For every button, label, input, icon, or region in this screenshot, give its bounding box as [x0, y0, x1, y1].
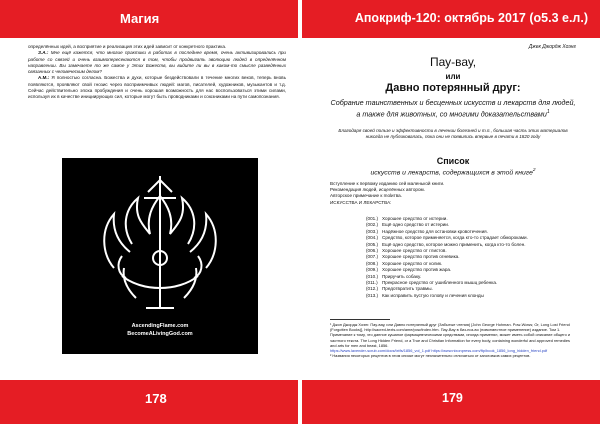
list-heading: Список: [436, 156, 470, 166]
list-item: (009.) Хорошее средство против жара.: [366, 267, 452, 273]
list-item: Вступление к первому изданию сей маленькой книги.: [330, 181, 445, 186]
list-item: (004.) Средство, которое применяется, когда кто-то страдает обмороками.: [366, 235, 528, 241]
speaker-label: З.А.:: [38, 50, 49, 56]
article-author: Джек Джордж Хоэнг: [528, 44, 576, 50]
section-title: Магия: [120, 11, 160, 26]
list-item: (001.) Хорошее средство от истерии.: [366, 216, 448, 221]
left-page-body: [28, 44, 286, 101]
list-item: (003.) Надёжное средство для остановки кровотечения.: [366, 228, 488, 234]
article-description: Собрание таинственных и бесценных искусств и лекарств для людей, а также для животных, со многими доказательствами$^1$: [330, 98, 576, 119]
list-item: (007.) Хорошее средство против огневика.: [366, 254, 460, 260]
artwork-caption: AscendingFlame.com: [131, 323, 189, 329]
paragraph: определённых идей, а восприятие и реализация этих идей зависит от конкретного практика.: [28, 44, 227, 49]
list-item: (010.) Приручить собаку.: [366, 273, 422, 279]
list-item: Авторское примечание к molитва.: [330, 193, 402, 199]
right-page-header: [302, 0, 600, 38]
footnote: ² Названия некоторых рецептов в этом списке могут незначительно отличаться от заголовков самих рецептов.: [330, 353, 531, 359]
list-item: (011.) Прекрасное средство от ушибленного мышц ребенка.: [366, 280, 498, 286]
list-item: Рекомендация людей, исцелённых автором.: [330, 187, 425, 193]
list-item: (002.) Ещё одно средство от истерии.: [366, 222, 450, 228]
list-item: ИСКУССТВА И ЛЕКАРСТВА:: [330, 199, 392, 205]
list-item: (006.) Хорошее средство от глистов.: [366, 248, 447, 254]
artwork-caption: BecomeALivingGod.com: [127, 331, 193, 337]
page-number: 178: [145, 391, 167, 406]
left-page-header: [0, 0, 298, 38]
front-matter-list: [330, 181, 576, 206]
flame-sigil-artwork: [62, 158, 258, 354]
remedies-list: [366, 216, 528, 299]
right-page-footer: [302, 380, 600, 424]
article-subtitle: Давно потерянный друг:: [385, 82, 521, 94]
question-paragraph: З.А.: Мне ещё кажется, что многие практики в работах в последнее время, очень активизировались при работе со связей и очень взаимопересекаются в том, чтобы продвигать эволюцию людей в определённом направлении. Вы замечаете то же самое у Этих Божеств, вы видите ли вы в каком-то смысле разведённых связанных с человеческим делом?: [28, 50, 286, 75]
page-number: 179: [442, 391, 463, 405]
footnote: Примечание к тому, что данное кушаное фармацевтическими средствами, иногда применял, может иметь собой описание общего и частного текста. The Long Hidden Friend, or a True and Christian Information for every body, containing wonderful and approved remedies and arts for men and beast, 1856.: [330, 332, 571, 348]
article-title: Пау-вау,: [429, 55, 477, 69]
issue-title: Апокриф-120: октябрь 2017 (о5.3 е.л.): [354, 11, 588, 25]
list-subheading: искусств и лекарств, содержащихся в этой книге$^2$: [370, 168, 536, 177]
footnote-divider: [330, 319, 390, 320]
article-intro: Благодаря своей пользе и эффективности в лечении болезней и т.п., большая часть этих материалов никогда не публиковалась, пока они не появились впервые в печати в 1820 году: [338, 128, 568, 139]
page-gutter: [298, 0, 302, 424]
list-item: (013.) Как исправить пустую голову и лечения клонды: [366, 292, 484, 298]
list-item: (005.) Ещё одно средство, которое можно применить, когда кто-то болен.: [366, 241, 526, 247]
left-page-footer: [0, 380, 298, 424]
list-item: (008.) Хорошее средство от колик.: [366, 260, 443, 266]
answer-paragraph: А.М.: Я полностью согласна. Божества и духи, которые бездействовали в течение многих веков, теперь вновь появляются, проявляют свой гнозис через восприимчивых людей: магов, писателей, художников, музыкантов и т.д. Сейчас действительно эпоха пробуждения и очень хорошая возможность для нас воспользоваться этими силами, используя их в качестве инициирующих сил, которые могут быть проводниками и союзниками на пути самопознания.: [28, 75, 286, 100]
footnote: ¹ Джон Джордж Хоэнг. Пау-вау, или Давно потерянный друг (Забытые чтения) [John George Hohman. Pow-Wows; Or, Long Lost Friend (Forgotten Books)], http://sacred-texts.com/ame/pow/index.htm. Пау-Вау в биз-поз-во (повсеместное применение) издание. Том 1.: [330, 322, 570, 333]
speaker-label: А.М.:: [38, 75, 50, 81]
footnote-link[interactable]: https://www.lavender-scrub.com/docs/txtfs/1856_vol_1.pdf https://www.nixonpress.com/ftp/book_1856_long_hidden_friend.pdf: [330, 348, 548, 354]
list-item: (012.) Предотвратить травмы.: [366, 286, 433, 292]
footnotes: [330, 322, 576, 358]
title-connector: или: [445, 72, 461, 81]
